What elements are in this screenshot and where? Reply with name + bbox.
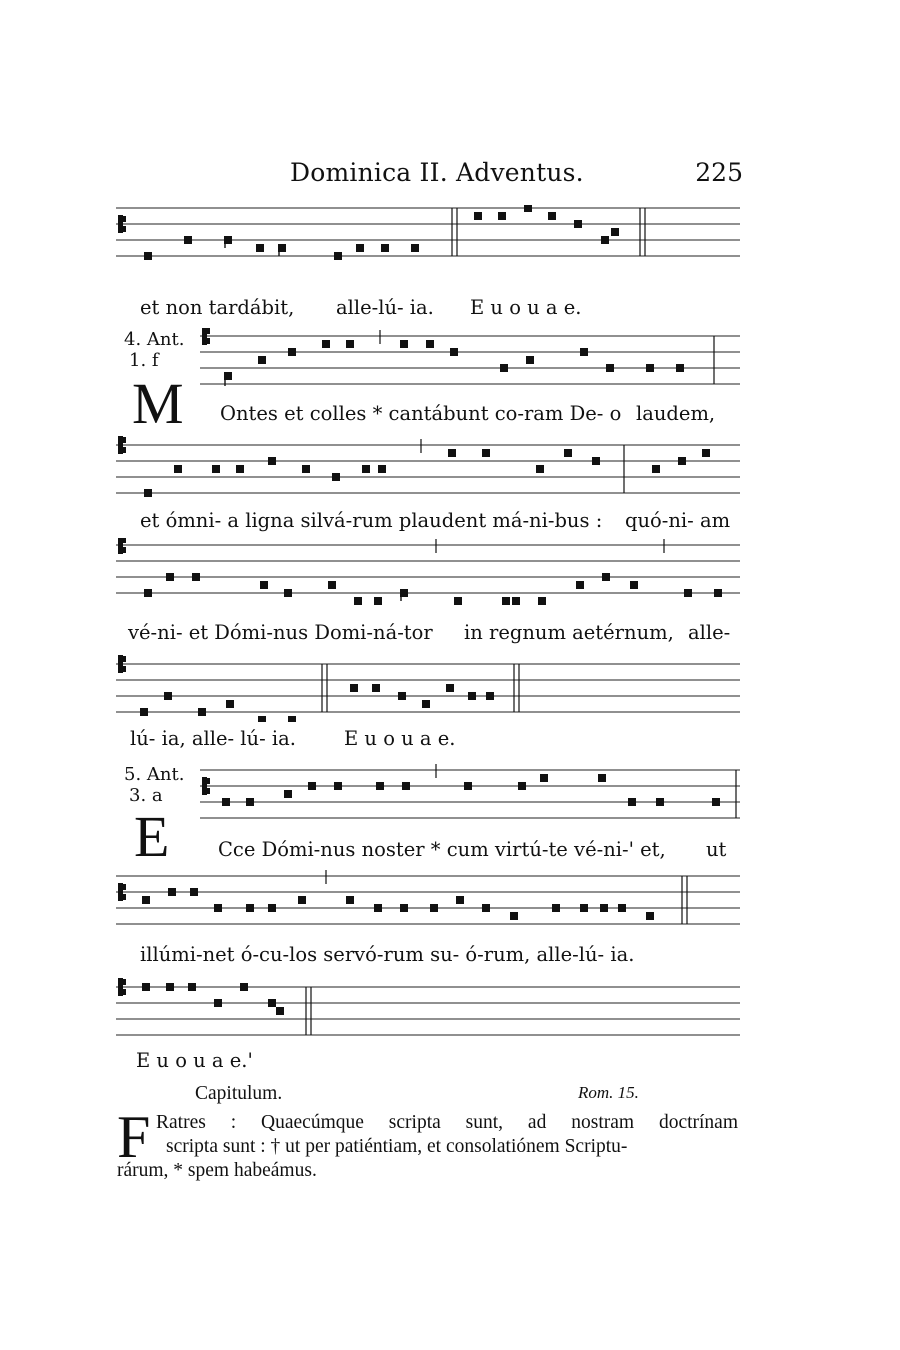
- neume-note: [482, 449, 490, 457]
- neume-note: [656, 798, 664, 806]
- neume-note: [552, 904, 560, 912]
- neume-note: [260, 581, 268, 589]
- neume-note: [498, 212, 506, 220]
- lyric-segment: Ontes et colles * cantábunt co-ram De- o: [220, 402, 622, 425]
- initial-letter-e: E: [134, 804, 170, 869]
- neume-note: [184, 236, 192, 244]
- capitulum-line-1: Ratres : Quaecúmque scripta sunt, ad nostram doctrínam: [156, 1112, 738, 1133]
- neume-note: [448, 449, 456, 457]
- chant-system-8: [116, 975, 740, 1095]
- lyrics-line-2: [200, 402, 740, 428]
- neume-note: [350, 684, 358, 692]
- neume-note: [334, 782, 342, 790]
- neume-note: [430, 904, 438, 912]
- neume-note: [168, 888, 176, 896]
- clef-mark: [122, 437, 126, 443]
- neume-note: [236, 465, 244, 473]
- neume-note: [328, 581, 336, 589]
- neume-note: [580, 348, 588, 356]
- antiphon-number: 5. Ant.: [124, 764, 185, 785]
- neume-note: [381, 244, 389, 252]
- neume-note: [362, 465, 370, 473]
- lyrics-line-6: [200, 838, 740, 864]
- neume-note: [302, 465, 310, 473]
- neume-note: [446, 684, 454, 692]
- neume-note: [288, 716, 296, 722]
- lyrics-line-3: [116, 509, 740, 535]
- page-number: 225: [695, 158, 743, 187]
- neume-note: [548, 212, 556, 220]
- clef-mark: [122, 547, 126, 553]
- neume-note: [214, 904, 222, 912]
- clef-mark: [122, 989, 126, 995]
- neume-note: [482, 904, 490, 912]
- neume-note: [618, 904, 626, 912]
- neume-note: [144, 252, 152, 260]
- drop-cap-f: F: [117, 1104, 151, 1170]
- neume-note: [502, 597, 510, 605]
- neume-note: [374, 597, 382, 605]
- neume-note: [288, 348, 296, 356]
- clef-mark: [122, 216, 126, 222]
- neume-note: [676, 364, 684, 372]
- neume-note: [646, 912, 654, 920]
- neume-note: [411, 244, 419, 252]
- lyric-segment: in regnum aetérnum,: [464, 621, 674, 644]
- neume-note: [576, 581, 584, 589]
- neume-note: [256, 244, 264, 252]
- neume-note: [526, 356, 534, 364]
- neume-note: [486, 692, 494, 700]
- neume-note: [142, 896, 150, 904]
- neume-note: [400, 340, 408, 348]
- chant-system-7: [116, 868, 740, 988]
- neume-note: [630, 581, 638, 589]
- lyric-segment: E u o u a e.: [470, 296, 582, 319]
- neume-note: [214, 999, 222, 1007]
- neume-note: [714, 589, 722, 597]
- neume-note: [652, 465, 660, 473]
- initial-letter-m: M: [132, 371, 184, 436]
- lyric-segment: E u o u a e.': [136, 1049, 253, 1072]
- neume-note: [400, 904, 408, 912]
- neume-note: [702, 449, 710, 457]
- neume-note: [378, 465, 386, 473]
- neume-note: [712, 798, 720, 806]
- clef-mark: [122, 979, 126, 985]
- neume-note: [426, 340, 434, 348]
- lyric-segment: alle-lú- ia.: [336, 296, 434, 319]
- antiphon-4-label: [124, 329, 184, 371]
- neume-note: [142, 983, 150, 991]
- neume-note: [188, 983, 196, 991]
- clef-mark: [206, 778, 210, 784]
- lyric-segment: illúmi-net ó-cu-los servó-rum su- ó-rum, alle-lú- ia.: [140, 943, 635, 966]
- neume-note: [606, 364, 614, 372]
- neume-note: [500, 364, 508, 372]
- lyrics-line-4: [116, 621, 740, 647]
- neume-note: [374, 904, 382, 912]
- neume-note: [512, 597, 520, 605]
- neume-note: [611, 228, 619, 236]
- lyric-segment: laudem,: [636, 402, 716, 425]
- neume-note: [198, 708, 206, 716]
- clef-mark: [122, 226, 126, 232]
- chant-system-6: [200, 760, 740, 880]
- neume-note: [356, 244, 364, 252]
- neume-note: [268, 904, 276, 912]
- neume-note: [144, 589, 152, 597]
- neume-note: [646, 364, 654, 372]
- capitulum-line-2: scripta sunt : † ut per patiéntiam, et consolatiónem Scriptu-: [166, 1136, 628, 1157]
- lyrics-line-7: [116, 943, 740, 969]
- staff-3: [116, 433, 740, 503]
- capitulum-heading: Capitulum.: [195, 1083, 283, 1104]
- clef-mark: [122, 447, 126, 453]
- clef-mark: [122, 666, 126, 672]
- neume-note: [268, 999, 276, 1007]
- neume-note: [684, 589, 692, 597]
- neume-note: [524, 205, 532, 212]
- clef-mark: [206, 328, 210, 334]
- antiphon-mode: 3. a: [129, 785, 163, 806]
- neume-note: [212, 465, 220, 473]
- lyric-segment: Cce Dómi-nus noster * cum virtú-te vé-ni-' et,: [218, 838, 666, 861]
- neume-note: [538, 597, 546, 605]
- neume-note: [536, 465, 544, 473]
- page-header: [118, 158, 743, 190]
- neume-note: [678, 457, 686, 465]
- neume-note: [372, 684, 380, 692]
- neume-note: [468, 692, 476, 700]
- antiphon-number: 4. Ant.: [124, 329, 185, 350]
- neume-note: [268, 457, 276, 465]
- chant-system-4: [116, 538, 740, 658]
- clef-mark: [122, 538, 126, 543]
- neume-note: [464, 782, 472, 790]
- neume-note: [166, 573, 174, 581]
- lyric-segment: et ómni- a ligna silvá-rum plaudent má-ni-bus :: [140, 509, 603, 532]
- neume-note: [402, 782, 410, 790]
- antiphon-mode: 1. f: [129, 350, 159, 371]
- neume-note: [222, 798, 230, 806]
- neume-note: [284, 790, 292, 798]
- lyric-segment: vé-ni- et Dómi-nus Domi-ná-tor: [128, 621, 433, 644]
- neume-note: [174, 465, 182, 473]
- neume-note: [346, 896, 354, 904]
- staff-2: [200, 328, 740, 398]
- lyrics-line-5: [116, 727, 740, 753]
- chant-system-2: [200, 328, 740, 448]
- lyric-segment: lú- ia, alle- lú- ia.: [130, 727, 296, 750]
- neume-note: [456, 896, 464, 904]
- lyric-segment: alle-: [688, 621, 731, 644]
- neume-note: [376, 782, 384, 790]
- neume-note: [398, 692, 406, 700]
- neume-note: [602, 573, 610, 581]
- lyric-segment: ut: [706, 838, 727, 861]
- staff-4: [116, 538, 740, 618]
- neume-note: [564, 449, 572, 457]
- neume-note: [354, 597, 362, 605]
- neume-note: [450, 348, 458, 356]
- neume-note: [192, 573, 200, 581]
- lyric-segment: et non tardábit,: [140, 296, 295, 319]
- neume-note: [298, 896, 306, 904]
- lyrics-line-8: [116, 1049, 740, 1075]
- neume-note: [164, 692, 172, 700]
- neume-note: [276, 1007, 284, 1015]
- neume-note: [474, 212, 482, 220]
- clef-mark: [206, 788, 210, 794]
- neume-note: [510, 912, 518, 920]
- neume-note: [140, 708, 148, 716]
- neume-note: [601, 236, 609, 244]
- clef-mark: [122, 884, 126, 890]
- neume-note: [226, 700, 234, 708]
- staff-7: [116, 868, 740, 943]
- staff-6: [200, 760, 740, 830]
- neume-note: [518, 782, 526, 790]
- neume-note: [144, 489, 152, 497]
- neume-note: [166, 983, 174, 991]
- clef-mark: [122, 656, 126, 662]
- capitulum-reference: Rom. 15.: [578, 1083, 639, 1102]
- lyrics-line-1: [116, 296, 740, 322]
- antiphon-5-label: [124, 764, 184, 806]
- neume-note: [190, 888, 198, 896]
- neume-note: [258, 356, 266, 364]
- chant-system-1: [116, 205, 740, 325]
- neume-note: [332, 473, 340, 481]
- chant-system-3: [116, 433, 740, 553]
- neume-note: [580, 904, 588, 912]
- neume-note: [600, 904, 608, 912]
- neume-note: [284, 589, 292, 597]
- neume-note: [574, 220, 582, 228]
- lyric-segment: E u o u a e.: [344, 727, 456, 750]
- neume-note: [598, 774, 606, 782]
- neume-note: [422, 700, 430, 708]
- neume-note: [334, 252, 342, 260]
- capitulum-line-3: rárum, * spem habeámus.: [117, 1160, 317, 1181]
- staff-8: [116, 975, 740, 1045]
- clef-mark: [122, 894, 126, 900]
- neume-note: [592, 457, 600, 465]
- neume-note: [454, 597, 462, 605]
- neume-note: [246, 798, 254, 806]
- neume-note: [322, 340, 330, 348]
- neume-note: [240, 983, 248, 991]
- clef-mark: [206, 338, 210, 344]
- running-title: Dominica II. Adventus.: [290, 158, 584, 187]
- staff-1: [116, 205, 740, 295]
- neume-note: [258, 716, 266, 722]
- staff-5: [116, 652, 740, 722]
- neume-note: [346, 340, 354, 348]
- neume-note: [628, 798, 636, 806]
- chant-system-5: [116, 652, 740, 772]
- lyric-segment: quó-ni- am: [625, 509, 731, 532]
- neume-note: [308, 782, 316, 790]
- neume-note: [540, 774, 548, 782]
- neume-note: [246, 904, 254, 912]
